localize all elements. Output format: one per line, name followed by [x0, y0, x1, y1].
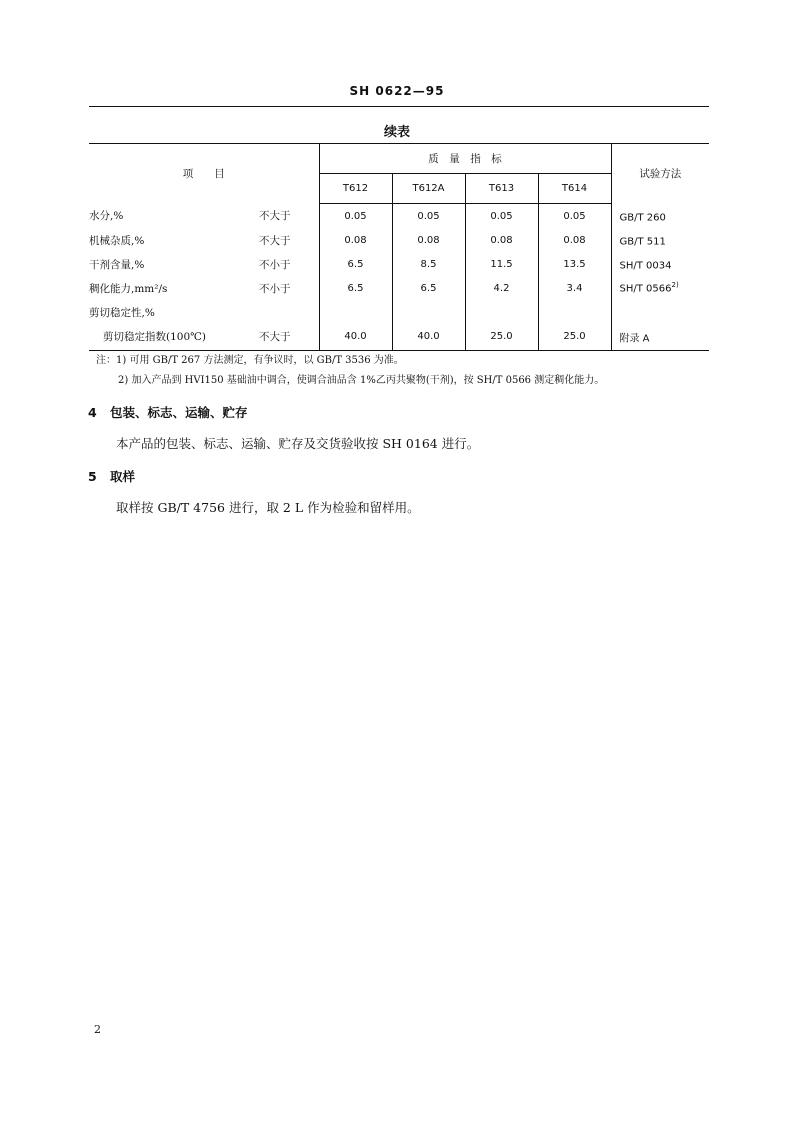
header-rule — [89, 106, 709, 107]
spec-table — [89, 143, 709, 351]
grade-header: T612A — [392, 174, 465, 204]
value-cell — [465, 300, 538, 324]
section-body-4: 本产品的包装、标志、运输、贮存及交货验收按 SH 0164 进行。 — [116, 436, 480, 451]
table-notes — [96, 351, 604, 391]
table-caption: 续表 — [383, 125, 410, 140]
table-row — [89, 228, 709, 252]
value-cell: 40.0 — [319, 324, 392, 350]
value-cell: 13.5 — [538, 252, 611, 276]
value-cell: 3.4 — [538, 276, 611, 300]
section-title: 包装、标志、运输、贮存 — [110, 405, 248, 420]
item-name: 水分,% — [89, 210, 124, 223]
method-cell — [611, 300, 709, 324]
value-cell: 0.05 — [465, 204, 538, 229]
value-cell: 25.0 — [465, 324, 538, 350]
item-limit: 不小于 — [259, 258, 291, 271]
method-cell — [611, 252, 709, 276]
method-cell — [611, 228, 709, 252]
value-cell: 6.5 — [319, 276, 392, 300]
method-text: GB/T 260 — [619, 212, 666, 224]
value-cell: 0.05 — [538, 204, 611, 229]
table-row — [89, 300, 709, 324]
section-number: 4 — [88, 405, 97, 420]
value-cell — [392, 300, 465, 324]
table-row — [89, 324, 709, 350]
section-body-5: 取样按 GB/T 4756 进行，取 2 L 作为检验和留样用。 — [116, 500, 420, 515]
item-limit: 不小于 — [259, 282, 291, 295]
item-name: 干剂含量,% — [89, 258, 145, 271]
item-name: 机械杂质,% — [89, 234, 145, 247]
note-1: 注：1) 可用 GB/T 267 方法测定，有争议时，以 GB/T 3536 为准。 — [96, 355, 404, 366]
method-text: GB/T 511 — [619, 236, 666, 248]
grade-header: T614 — [538, 174, 611, 204]
section-title: 取样 — [110, 469, 136, 484]
value-cell: 0.08 — [465, 228, 538, 252]
value-cell — [538, 300, 611, 324]
page-number: 2 — [94, 1023, 101, 1036]
grade-header: T612 — [319, 174, 392, 204]
value-cell: 0.08 — [538, 228, 611, 252]
value-cell: 6.5 — [392, 276, 465, 300]
item-name: 剪切稳定性,% — [89, 306, 155, 319]
value-cell: 0.08 — [319, 228, 392, 252]
method-text: 附录 A — [619, 333, 650, 345]
item-limit: 不大于 — [259, 210, 291, 223]
table-row — [89, 252, 709, 276]
section-heading-4 — [88, 403, 248, 421]
grade-header: T613 — [465, 174, 538, 204]
value-cell — [319, 300, 392, 324]
value-cell: 8.5 — [392, 252, 465, 276]
item-limit: 不大于 — [259, 234, 291, 247]
method-text: SH/T 0034 — [619, 260, 672, 272]
value-cell: 25.0 — [538, 324, 611, 350]
value-cell: 6.5 — [319, 252, 392, 276]
table-row — [89, 204, 709, 229]
item-name: 稠化能力,mm²/s — [89, 282, 168, 295]
header-item: 项 目 — [89, 144, 319, 204]
method-cell — [611, 204, 709, 229]
standard-code: SH 0622—95 — [349, 84, 445, 98]
value-cell: 0.08 — [392, 228, 465, 252]
section-heading-5 — [88, 467, 135, 485]
header-quality: 质 量 指 标 — [319, 144, 611, 174]
section-number: 5 — [88, 469, 97, 484]
value-cell: 4.2 — [465, 276, 538, 300]
header-method: 试验方法 — [611, 144, 709, 204]
method-sup: 2) — [671, 281, 679, 290]
value-cell: 11.5 — [465, 252, 538, 276]
item-limit: 不大于 — [259, 324, 319, 350]
item-name: 剪切稳定指数(100℃) — [89, 324, 259, 350]
value-cell: 40.0 — [392, 324, 465, 350]
method-text: SH/T 0566 — [619, 283, 672, 295]
method-cell — [611, 276, 709, 300]
table-row — [89, 276, 709, 300]
note-2: 2) 加入产品到 HVI150 基础油中调合，使调合油品含 1%乙丙共聚物(干剂)，按 SH/T 0566 测定稠化能力。 — [118, 375, 605, 386]
value-cell: 0.05 — [392, 204, 465, 229]
value-cell: 0.05 — [319, 204, 392, 229]
method-cell — [611, 324, 709, 350]
item-limit — [259, 300, 319, 324]
